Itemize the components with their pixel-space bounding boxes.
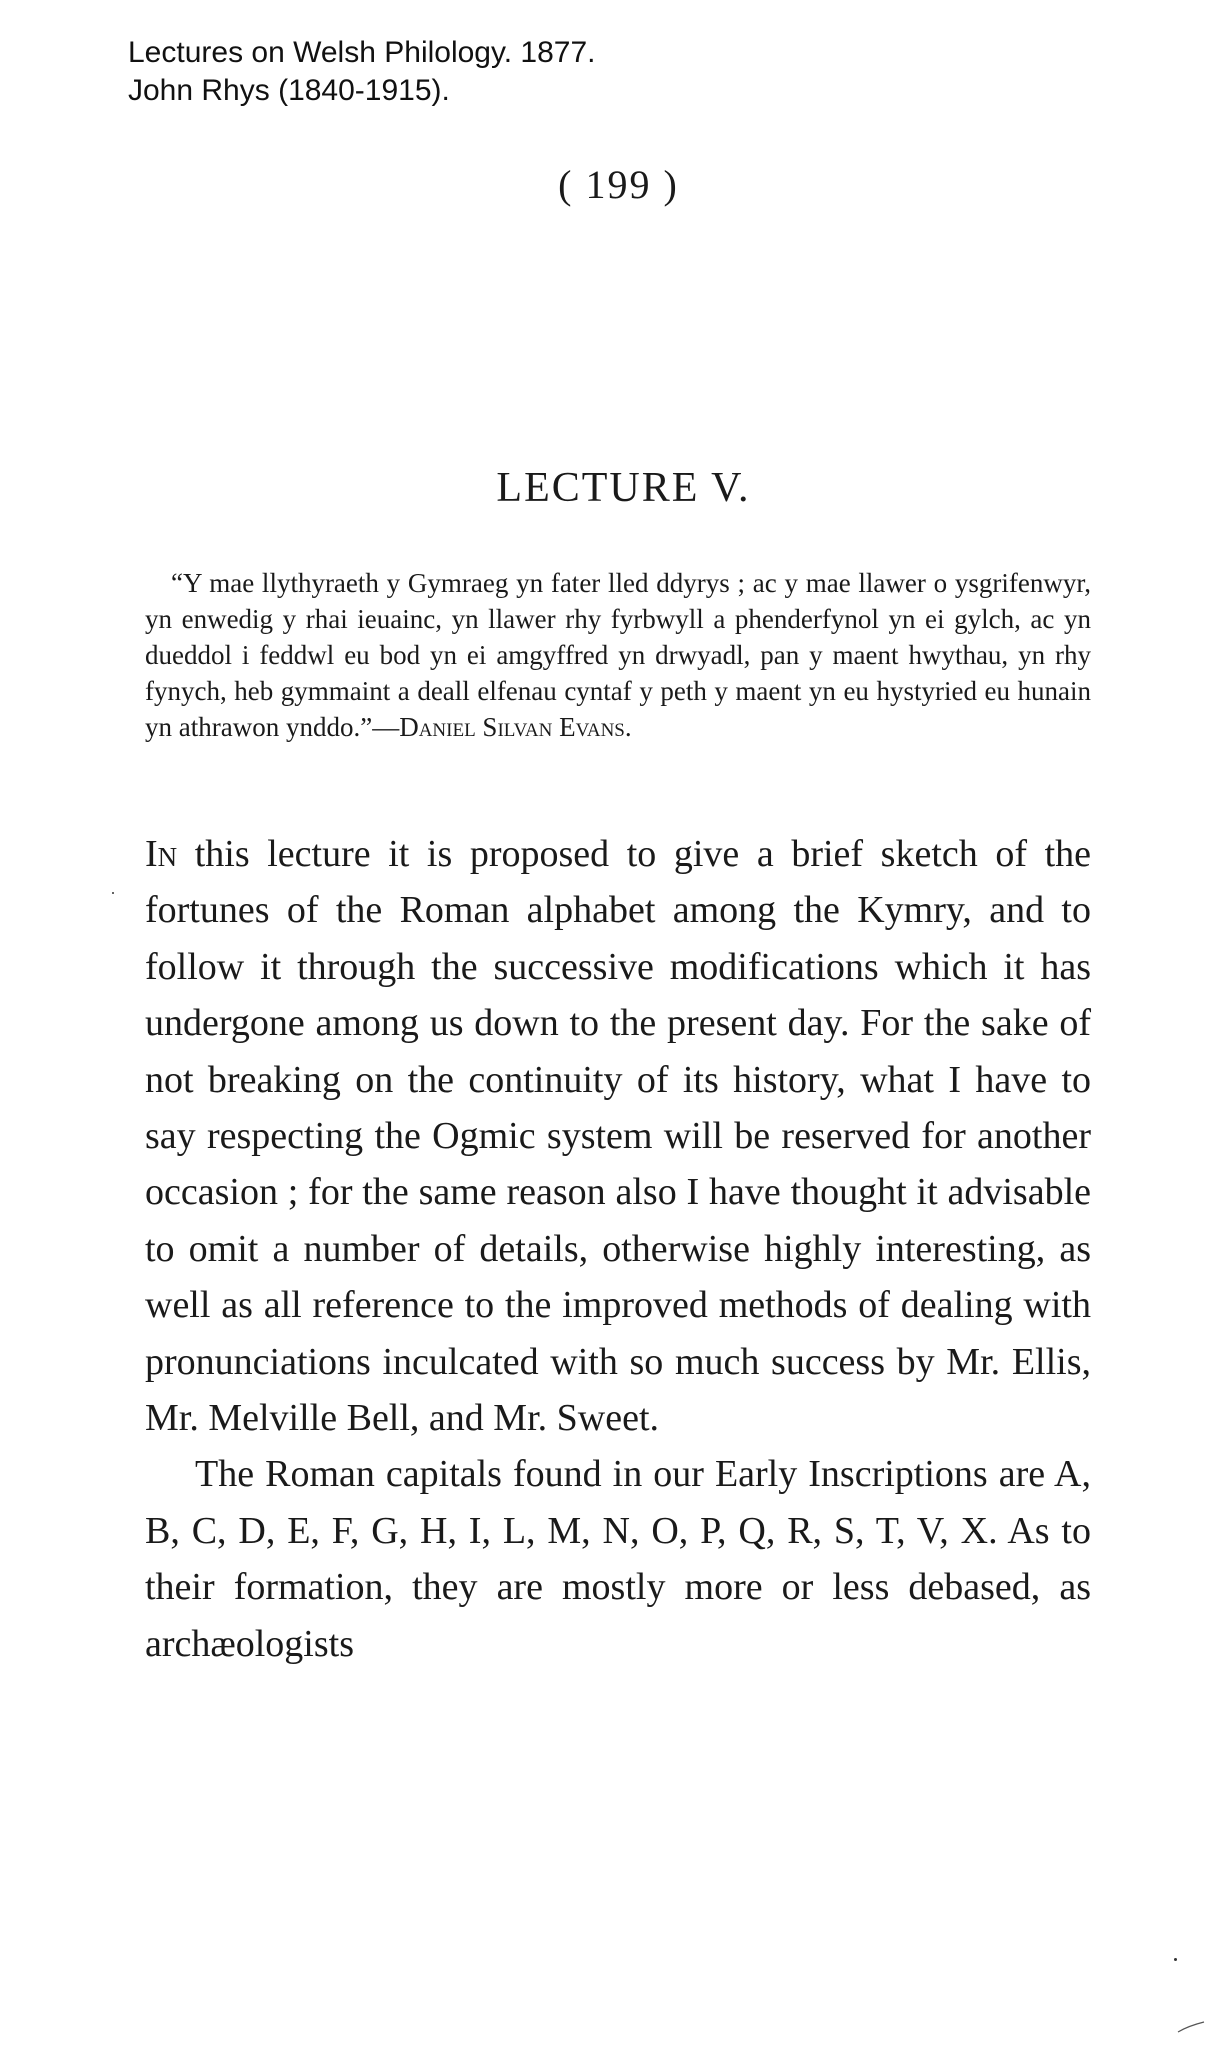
epigraph <box>145 565 1091 745</box>
scan-mark <box>1176 2020 1206 2034</box>
epigraph-author: Daniel Silvan Evans. <box>399 712 632 742</box>
source-note <box>128 34 596 110</box>
source-note-title: Lectures on Welsh Philology. 1877. <box>128 36 596 69</box>
scan-speck <box>112 892 114 894</box>
epigraph-quote: “Y mae llythyraeth y Gymraeg yn fater lled ddyrys ; ac y mae llawer o ysgrifenwyr, yn enwedig y rhai ieuainc, yn llawer rhy fyrbwyll a phenderfynol yn ei gylch, ac yn dueddol i feddwl eu bod yn ei amgyffred yn drwyadl, pan y maent hwythau, yn rhy fynych, heb gymmaint a deall elfenau cyntaf y peth y maent yn eu hystyried eu hunain yn athrawon ynddo.”— <box>145 568 1091 742</box>
paragraph-2: The Roman capitals found in our Early Inscriptions are A, B, C, D, E, F, G, H, I, L, M, N, O, P, Q, R, S, T, V, X. As to their formation, they are mostly more or less debased, as archæologists <box>145 1453 1091 1665</box>
paragraph-1 <box>145 826 1091 1446</box>
scan-speck <box>1174 1958 1177 1961</box>
body-text <box>145 826 1091 1672</box>
paragraph-1-text: this lecture it is proposed to give a brief sketch of the fortunes of the Roman alphabet among the Kymry, and to follow it through the successive modifications which it has undergone among us down to the present day. For the sake of not breaking on the continuity of its history, what I have to say respecting the Ogmic system will be reserved for another occasion ; for the same reason also I have thought it advisable to omit a number of details, otherwise highly interesting, as well as all reference to the improved methods of dealing with pronunciations inculcated with so much success by Mr. Ellis, Mr. Melville Bell, and Mr. Sweet. <box>145 833 1091 1440</box>
lecture-title: LECTURE V. <box>496 465 751 511</box>
paragraph-1-lead: In <box>145 833 178 875</box>
source-note-author: John Rhys (1840-1915). <box>128 74 450 107</box>
page-number: ( 199 ) <box>558 162 679 207</box>
